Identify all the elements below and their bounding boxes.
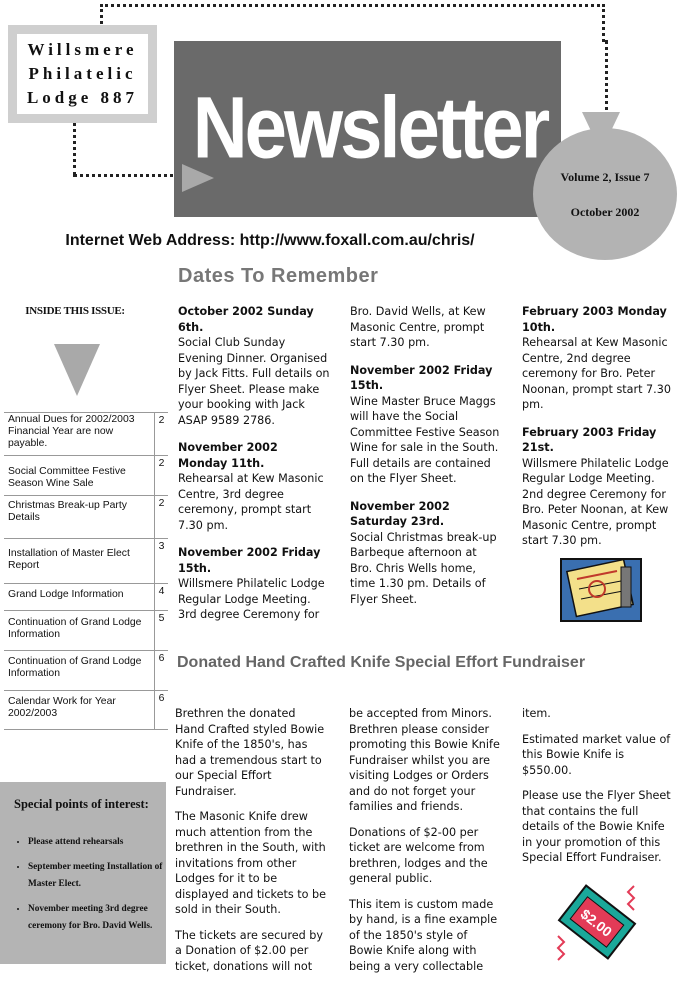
dates-column-1 (178, 304, 330, 635)
special-points-list (4, 834, 184, 943)
toc-row[interactable] (4, 610, 168, 650)
toc-label: Social Committee Festive Season Wine Sale (8, 466, 126, 489)
toc-row[interactable] (4, 538, 168, 583)
toc-page: 6 (154, 691, 168, 729)
dates-heading: Dates To Remember (178, 265, 379, 287)
event-text: Rehearsal at Kew Masonic Centre, 3rd degree ceremony, prompt start 7.30 pm. (178, 472, 324, 532)
dates-column-3 (522, 304, 674, 561)
event-date: November 2002 Friday 15th. (350, 363, 493, 392)
fundraiser-column-2 (349, 706, 501, 984)
paragraph: item. (522, 707, 551, 720)
paragraph: The tickets are secured by a Donation of $2.00 per ticket, donations will not (175, 928, 323, 973)
dotted-frame-top (100, 4, 605, 42)
event-date: November 2002 Friday 15th. (178, 546, 321, 575)
lodge-line-3: Lodge 887 (26, 88, 139, 107)
dates-column-2 (350, 304, 502, 619)
issue-date: October 2002 (570, 205, 640, 219)
event-text: Rehearsal at Kew Masonic Centre, 2nd degree ceremony for Bro. Peter Noonan, prompt start 7.30 pm. (522, 336, 671, 411)
event-text: Social Club Sunday Evening Dinner. Organised by Jack Fitts. Full details on Flyer Sheet. Please make your booking with Jack ASAP 9589 2786. (178, 336, 330, 427)
toc-page: 2 (154, 496, 168, 538)
event-date: October 2002 Sunday 6th. (178, 305, 314, 334)
lodge-line-1: Willsmere (27, 40, 138, 59)
fundraiser-column-3 (522, 706, 674, 876)
down-triangle-icon (580, 110, 622, 154)
event-date: February 2003 Monday 10th. (522, 305, 667, 334)
table-of-contents (4, 412, 168, 730)
toc-label: Grand Lodge Information (8, 589, 124, 600)
toc-page: 5 (154, 611, 168, 650)
toc-label: Continuation of Grand Lodge Information (8, 617, 142, 640)
toc-page: 2 (154, 456, 168, 495)
web-address: Internet Web Address: http://www.foxall.com.au/chris/ (65, 232, 475, 249)
special-point: • Please attend rehearsals (28, 834, 184, 851)
dotted-frame-bottom (73, 174, 181, 180)
dotted-frame-left (73, 122, 79, 176)
toc-row[interactable] (4, 495, 168, 538)
paragraph: Estimated market value of this Bowie Knife is $550.00. (522, 732, 671, 777)
toc-row[interactable] (4, 690, 168, 730)
special-point: • September meeting Installation of Master Elect. (28, 859, 184, 893)
right-triangle-icon (180, 162, 216, 194)
ticket-clipart-icon (554, 876, 640, 968)
paragraph: This item is custom made by hand, is a fine example of the 1850's style of Bowie Knife along with being a very collectable (349, 897, 498, 973)
fundraiser-column-1 (175, 706, 327, 984)
down-arrow-icon (52, 342, 102, 398)
toc-label: Christmas Break-up Party Details (8, 500, 127, 523)
toc-row[interactable] (4, 583, 168, 610)
lodge-name-box (8, 25, 157, 123)
lodge-name-inner (17, 34, 148, 114)
toc-page: 3 (154, 539, 168, 583)
paragraph: Please use the Flyer Sheet that contains the full details of the Bowie Knife in your promotion of this Special Effort Fundraiser. (522, 789, 671, 864)
toc-page: 6 (154, 651, 168, 690)
calendar-clipart-icon (557, 555, 645, 625)
inside-issue-title: INSIDE THIS ISSUE: (25, 305, 125, 317)
lodge-line-2: Philatelic (28, 64, 137, 83)
toc-row[interactable] (4, 650, 168, 690)
toc-row[interactable] (4, 412, 168, 455)
toc-label: Calendar Work for Year 2002/2003 (8, 696, 116, 719)
paragraph: Brethren the donated Hand Crafted styled Bowie Knife of the 1850's, has had a tremendous start to our Special Effort Fundraiser. (175, 707, 325, 798)
toc-row[interactable] (4, 455, 168, 495)
special-points-box (0, 782, 166, 964)
special-points-title: Special points of interest: (14, 797, 149, 811)
event-text: Willsmere Philatelic Lodge Regular Lodge Meeting. 3rd degree Ceremony for (178, 577, 325, 621)
title-banner (174, 41, 561, 217)
fundraiser-heading: Donated Hand Crafted Knife Special Effort Fundraiser (177, 654, 586, 671)
event-date: November 2002 Saturday 23rd. (350, 499, 450, 528)
paragraph: be accepted from Minors. Brethren please consider promoting this Bowie Knife Fundraiser whilst you are visiting Lodges or Orders and do not forget your families and friends. (349, 707, 500, 813)
newsletter-title: Newsletter (192, 79, 548, 177)
toc-label: Annual Dues for 2002/2003 Financial Year are now payable. (8, 414, 135, 449)
event-text: Wine Master Bruce Maggs will have the Social Committee Festive Season Wine for sale in the South. Full details are contained on the Flyer Sheet. (350, 394, 500, 485)
event-text: Willsmere Philatelic Lodge Regular Lodge Meeting. 2nd degree Ceremony for Bro. Peter Noonan, at Kew Masonic Centre, prompt start 7.30 pm. (522, 456, 669, 547)
toc-label: Installation of Master Elect Report (8, 548, 130, 571)
event-text: Social Christmas break-up Barbeque afternoon at Bro. Chris Wells home, time 1.30 pm. Details of Flyer Sheet. (350, 530, 497, 606)
volume-issue: Volume 2, Issue 7 (560, 170, 650, 184)
toc-page: 2 (154, 413, 168, 455)
toc-label: Continuation of Grand Lodge Information (8, 656, 142, 679)
toc-page: 4 (154, 584, 168, 610)
event-date: November 2002 Monday 11th. (178, 441, 278, 470)
paragraph: The Masonic Knife drew much attention from the brethren in the South, with invitations from other Lodges for it to be displayed and tickets to be sold in their South. (175, 810, 327, 916)
event-text: Bro. David Wells, at Kew Masonic Centre, prompt start 7.30 pm. (350, 305, 486, 349)
event-date: February 2003 Friday 21st. (522, 425, 657, 454)
paragraph: Donations of $2-00 per ticket are welcome from brethren, lodges and the general public. (349, 825, 488, 885)
special-point: • November meeting 3rd degree ceremony for Bro. David Wells. (28, 901, 184, 935)
ticket-price-label: $2.00 (577, 905, 616, 940)
